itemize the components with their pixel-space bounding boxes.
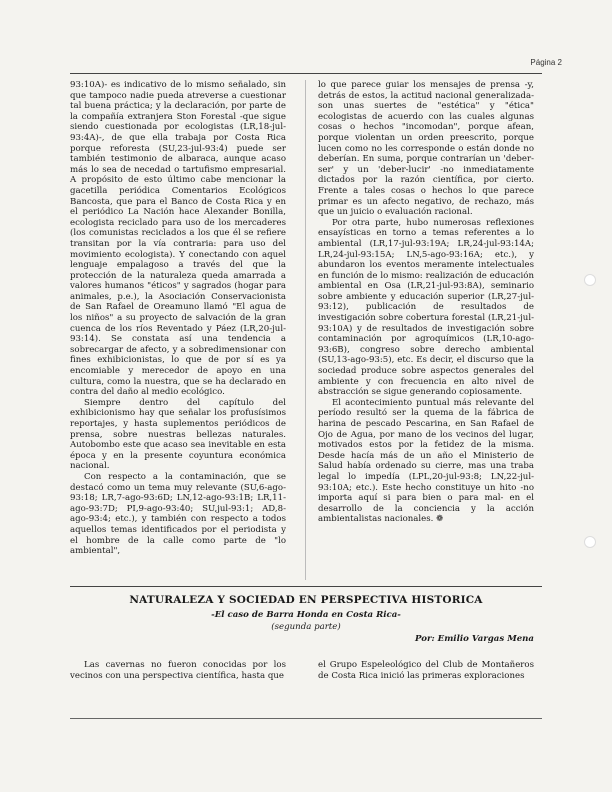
binder-hole <box>584 274 596 286</box>
paragraph: Con respecto a la contaminación, que se destacó como un tema muy relevante (SU,6-ago-93:18; LR,7-ago-93:6D; LN,12-ago-93:1B; LR,11-ago-93:7D; PI,9-ago-93:40; SU,jul-93:1; AD,8-ago-93:4; etc.), y también con respecto a todos aquellos temas identificados por el periodista y el hombre de la calle como parte de "lo ambiental", <box>70 471 286 557</box>
paragraph: 93:10A)- es indicativo de lo mismo señalado, sin que tampoco nadie pueda atreverse a cuestionar tal buena práctica; y la declaración, por parte de la compañía extranjera Ston Forestal -que sigue siendo cuestionada por ecologistas (LR,18-jul-93:4A)-, de que ella trabaja por Costa Rica porque reforesta (SU,23-jul-93:4) puede ser también testimonio de albaraca, aunque acaso más lo sea de necedad o tartufismo empresarial. A propósito de esto último cabe mencionar la gacetilla periódica Comentarios Ecológicos Bancosta, que para el Banco de Costa Rica y en el periódico La Nación hace Alexander Bonilla, ecologista reciclado para uso de los mercaderes (los comunistas reciclados a los que él se refiere transitan por la vía contraria: para uso del movimiento ecologista). Y conectando con aquel lenguaje empalagoso a través del que la protección de la naturaleza queda amarrada a valores humanos "éticos" y sagrados (hogar para animales, p.e.), la Asociación Conservacionista de San Rafael de Oreamuno llamó "El agua de los niños" a su proyecto de salvación de la gran cuenca de los ríos Reventado y Páez (LR,20-jul-93:14). Se constata así una tendencia a sobrecargar de afecto, y a sobredimensionar con fines exhibicionistas, lo que de por sí es ya encomiable y merecedor de apoyo en una cultura, como la nuestra, que se ha declarado en contra del daño al medio ecológico. <box>70 80 286 398</box>
binder-hole <box>584 536 596 548</box>
article-paragraph: Las cavernas no fueron conocidas por los vecinos con una perspectiva científica, hasta que <box>70 660 286 681</box>
article-author: Por: Emilio Vargas Mena <box>415 634 534 644</box>
article-paragraph: el Grupo Espeleológico del Club de Montañeros de Costa Rica inició las primeras exploraciones <box>318 660 534 681</box>
page-number: Página 2 <box>530 58 562 67</box>
paragraph: lo que parece guiar los mensajes de prensa -y, detrás de estos, la actitud nacional generalizada- son unas suertes de "estética" y "ética" ecologistas de acuerdo con las cuales algunas cosas o hechos "incomodan", porque afean, porque violentan un orden preescrito, porque lucen como no les corresponde o están donde no deberían. En suma, porque contrarían un 'deber-ser' y un 'deber-lucir' -no inmediatamente dictados por la razón científica, por cierto. Frente a tales cosas o hechos lo que parece primar es un afecto negativo, de rechazo, más que un juicio o evaluación racional. <box>318 80 534 218</box>
article-body-left <box>70 660 286 681</box>
article-body-right <box>318 660 534 681</box>
column-divider <box>305 80 306 580</box>
article-part: (segunda parte) <box>271 622 341 632</box>
article-title: NATURALEZA Y SOCIEDAD EN PERSPECTIVA HISTORICA <box>129 594 483 606</box>
bottom-rule <box>70 718 542 719</box>
top-rule <box>70 73 542 74</box>
left-column <box>70 80 286 557</box>
paragraph: Siempre dentro del capítulo del exhibicionismo hay que señalar los profusísimos reportajes, y hasta suplementos periódicos de prensa, sobre nuestras bellezas naturales. Autobombo este que acaso sea inevitable en esta época y en la presente coyuntura económica nacional. <box>70 397 286 472</box>
article-subtitle: -El caso de Barra Honda en Costa Rica- <box>211 610 401 620</box>
article-separator <box>70 586 542 587</box>
right-column <box>318 80 534 525</box>
paragraph: Por otra parte, hubo numerosas reflexiones ensayísticas en torno a temas referentes a lo ambiental (LR,17-jul-93:19A; LR,24-jul-93:14A; LR,24-jul-93:15A; LN,5-ago-93:16A; etc.), y abundaron los eventos meramente intelectuales en función de lo mismo: realización de educación ambiental en Osa (LR,21-jul-93:8A), seminario sobre ambiente y educación superior (LR,27-jul-93:12), publicación de resultados de investigación sobre cobertura forestal (LR,21-jul-93:10A) y de resultados de investigación sobre contaminación por agroquímicos (LR,10-ago-93:6B), congreso sobre derecho ambiental (SU,13-ago-93:5), etc. Es decir, el discurso que la sociedad produce sobre aspectos generales del ambiente y con frecuencia en alto nivel de abstracción se sigue generando copiosamente. <box>318 217 534 398</box>
paragraph: El acontecimiento puntual más relevante del período resultó ser la quema de la fábrica de harina de pescado Pescarina, en San Rafael de Ojo de Agua, por mano de los vecinos del lugar, motivados estos por la fetidez de la misma. Desde hacía más de un año el Ministerio de Salud había ordenado su cierre, mas una traba legal lo impedía (LPL,20-jul-93:8; LN,22-jul-93:10A; etc.). Este hecho constituye un hito -no importa aquí si para bien o para mal- en el desarrollo de la conciencia y la acción ambientalistas nacionales. ❁ <box>318 397 534 525</box>
